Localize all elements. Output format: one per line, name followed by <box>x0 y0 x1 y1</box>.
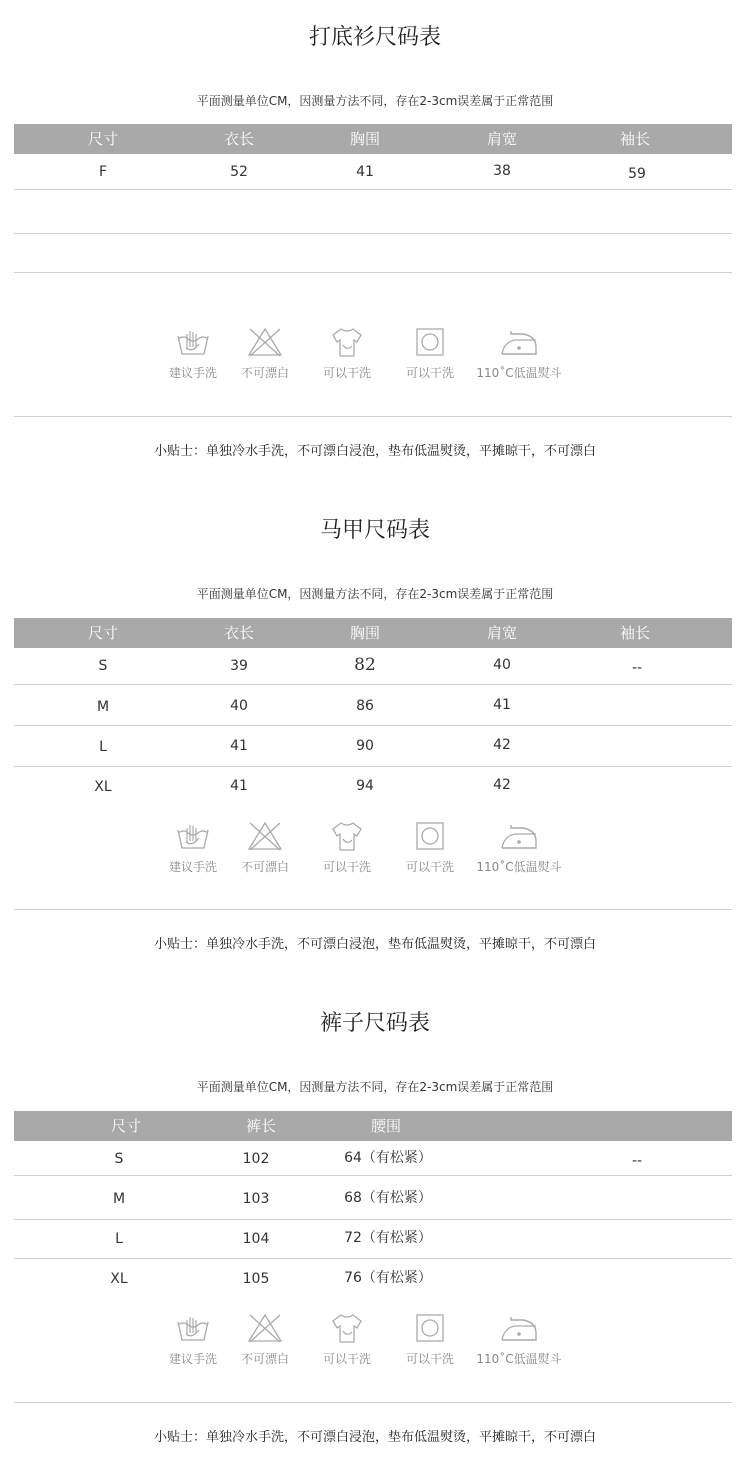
cell-size: M <box>112 1191 126 1207</box>
row-divider <box>14 725 732 726</box>
measurement-note: 平面测量单位CM，因测量方法不同，存在2-3cm误差属于正常范围 <box>196 587 554 601</box>
measurement-note: 平面测量单位CM，因测量方法不同，存在2-3cm误差属于正常范围 <box>196 94 554 108</box>
iron-icon <box>499 820 539 852</box>
cell-size: XL <box>94 779 112 795</box>
table-header <box>14 124 732 154</box>
header-shoulder: 肩宽 <box>486 130 518 148</box>
table-header <box>14 1111 732 1141</box>
care-label: 可以干洗 <box>405 860 455 874</box>
care-label: 建议手洗 <box>168 860 218 874</box>
care-label: 可以干洗 <box>405 366 455 380</box>
row-divider <box>14 684 732 685</box>
cell-size: XL <box>110 1271 128 1287</box>
header-pants-length: 裤长 <box>245 1117 277 1135</box>
cell-length: 52 <box>230 164 248 180</box>
dry-clean-shirt-care <box>317 820 377 880</box>
iron-care <box>476 1312 562 1372</box>
cell-size: L <box>99 739 107 755</box>
dry-clean-care <box>400 326 460 386</box>
row-divider <box>14 766 732 767</box>
header-bust: 胸围 <box>349 130 381 148</box>
section-divider <box>14 1402 732 1403</box>
no-bleach-icon <box>247 326 283 358</box>
dry-clean-icon <box>412 1312 448 1344</box>
cell-waist: 72（有松紧） <box>344 1230 432 1246</box>
care-label: 可以干洗 <box>322 860 372 874</box>
dry-clean-care <box>400 1312 460 1372</box>
care-label: 可以干洗 <box>322 366 372 380</box>
cell-shoulder: 42 <box>493 777 511 793</box>
cell-bust: 82 <box>354 655 376 675</box>
cell-bust: 90 <box>356 738 374 754</box>
care-label: 不可漂白 <box>240 1352 290 1366</box>
cell-sleeve: 59 <box>628 166 646 182</box>
row-divider <box>14 1219 732 1220</box>
section-divider <box>14 416 732 417</box>
hand-wash-icon <box>175 820 211 852</box>
no-bleach-care <box>235 820 295 880</box>
cell-waist: 64（有松紧） <box>344 1150 432 1166</box>
dry-clean-shirt-care <box>317 326 377 386</box>
header-size: 尺寸 <box>110 1117 142 1135</box>
section-title-vest: 马甲尺码表 <box>319 518 430 543</box>
cell-pants-length: 102 <box>242 1151 270 1167</box>
cell-waist: 68（有松紧） <box>344 1190 432 1206</box>
header-size: 尺寸 <box>87 130 119 148</box>
no-bleach-icon <box>247 1312 283 1344</box>
care-label: 不可漂白 <box>240 366 290 380</box>
header-length: 衣长 <box>223 624 255 642</box>
no-bleach-care <box>235 1312 295 1372</box>
shirt-icon <box>329 326 365 358</box>
table-header <box>14 618 732 648</box>
no-bleach-care <box>235 326 295 386</box>
cell-size: S <box>114 1151 124 1167</box>
header-length: 衣长 <box>223 130 255 148</box>
care-label: 110˚C低温熨斗 <box>476 366 562 380</box>
cell-pants-length: 103 <box>242 1191 270 1207</box>
care-label: 可以干洗 <box>405 1352 455 1366</box>
row-divider <box>14 272 732 273</box>
shirt-icon <box>329 1312 365 1344</box>
care-label: 110˚C低温熨斗 <box>476 860 562 874</box>
care-label: 建议手洗 <box>168 1352 218 1366</box>
iron-care <box>476 326 562 386</box>
header-sleeve: 袖长 <box>619 624 651 642</box>
cell-size: S <box>98 658 108 674</box>
cell-sleeve: -- <box>631 660 643 676</box>
care-label: 建议手洗 <box>168 366 218 380</box>
cell-waist: 76（有松紧） <box>344 1270 432 1286</box>
care-label: 不可漂白 <box>240 860 290 874</box>
cell-shoulder: 42 <box>493 737 511 753</box>
cell-shoulder: 38 <box>493 163 511 179</box>
header-size: 尺寸 <box>87 624 119 642</box>
cell-bust: 86 <box>356 698 374 714</box>
hand-wash-icon <box>175 326 211 358</box>
cell-pants-length: 105 <box>242 1271 270 1287</box>
cell-length: 40 <box>230 698 248 714</box>
header-waist: 腰围 <box>370 1117 402 1135</box>
section-title-top: 打底衫尺码表 <box>308 25 441 50</box>
care-tip: 小贴士：单独冷水手洗，不可漂白浸泡，垫布低温熨烫，平摊晾干，不可漂白 <box>153 444 596 459</box>
row-divider <box>14 233 732 234</box>
cell-bust: 41 <box>356 164 374 180</box>
dry-clean-icon <box>412 326 448 358</box>
cell-bust: 94 <box>356 778 374 794</box>
no-bleach-icon <box>247 820 283 852</box>
hand-wash-care <box>163 1312 223 1372</box>
dry-clean-shirt-care <box>317 1312 377 1372</box>
header-sleeve: 袖长 <box>619 130 651 148</box>
hand-wash-icon <box>175 1312 211 1344</box>
cell-shoulder: 41 <box>493 697 511 713</box>
cell-length: 41 <box>230 738 248 754</box>
iron-icon <box>499 326 539 358</box>
hand-wash-care <box>163 326 223 386</box>
cell-length: 41 <box>230 778 248 794</box>
section-title-pants: 裤子尺码表 <box>319 1011 430 1036</box>
hand-wash-care <box>163 820 223 880</box>
cell-size: M <box>96 699 110 715</box>
row-divider <box>14 1258 732 1259</box>
shirt-icon <box>329 820 365 852</box>
header-bust: 胸围 <box>349 624 381 642</box>
measurement-note: 平面测量单位CM，因测量方法不同，存在2-3cm误差属于正常范围 <box>196 1080 554 1094</box>
iron-icon <box>499 1312 539 1344</box>
care-tip: 小贴士：单独冷水手洗，不可漂白浸泡，垫布低温熨烫，平摊晾干，不可漂白 <box>153 1430 596 1445</box>
iron-care <box>476 820 562 880</box>
care-label: 110˚C低温熨斗 <box>476 1352 562 1366</box>
header-shoulder: 肩宽 <box>486 624 518 642</box>
cell-size: F <box>98 164 108 180</box>
row-divider <box>14 1175 732 1176</box>
care-label: 可以干洗 <box>322 1352 372 1366</box>
cell-length: 39 <box>230 658 248 674</box>
section-divider <box>14 909 732 910</box>
cell-size: L <box>115 1231 123 1247</box>
cell-extra: -- <box>631 1153 643 1169</box>
row-divider <box>14 189 732 190</box>
cell-pants-length: 104 <box>242 1231 270 1247</box>
care-tip: 小贴士：单独冷水手洗，不可漂白浸泡，垫布低温熨烫，平摊晾干，不可漂白 <box>153 937 596 952</box>
cell-shoulder: 40 <box>493 657 511 673</box>
dry-clean-icon <box>412 820 448 852</box>
dry-clean-care <box>400 820 460 880</box>
